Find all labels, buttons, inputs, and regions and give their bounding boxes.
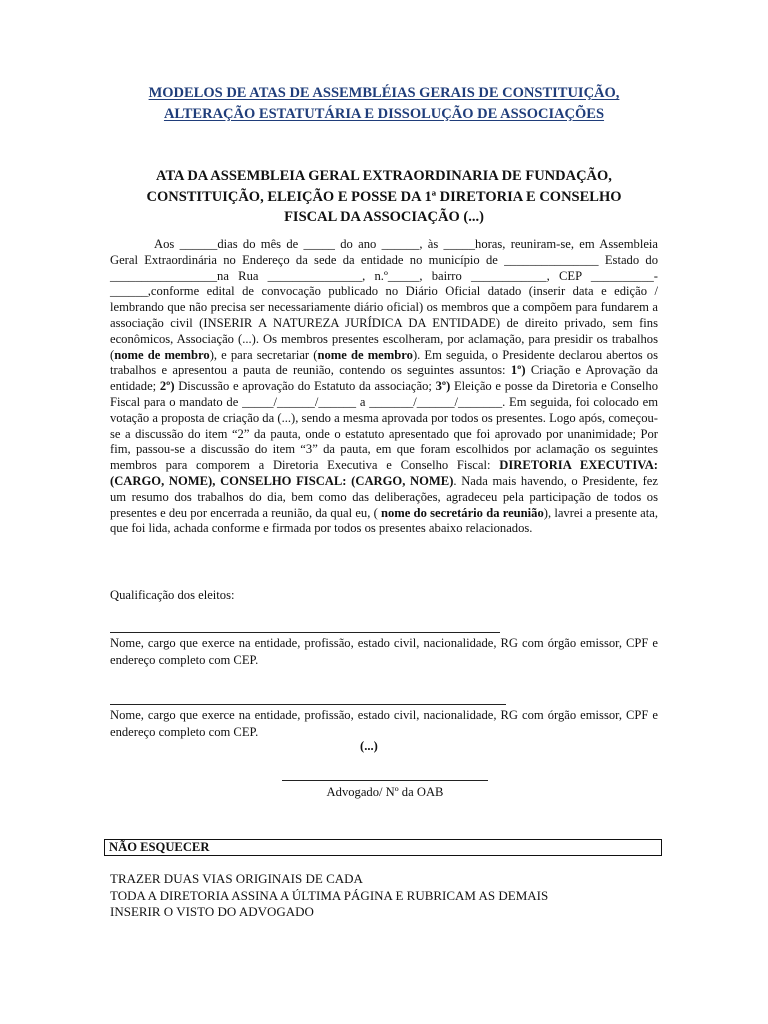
body-part-3: ). Em seguida, o Presidente declarou abertos os trabalhos e apresentou a pauta de reunião, contendo os seguintes assuntos: — [110, 347, 658, 378]
reminder-item: TODA A DIRETORIA ASSINA A ÚLTIMA PÁGINA E RUBRICAM AS DEMAIS — [110, 887, 549, 903]
body-bold-6: DIRETORIA EXECUTIVA: (CARGO, NOME), CONSELHO FISCAL: (CARGO, NOME) — [110, 458, 658, 488]
body-part-4: Criação e Aprovação da entidade; — [110, 363, 658, 394]
elected-signature-line-2 — [110, 704, 506, 705]
minutes-title-line-2: CONSTITUIÇÃO, ELEIÇÃO E POSSE DA 1ª DIRETORIA E CONSELHO — [146, 188, 622, 205]
body-part-5: Discussão e aprovação do Estatuto da associação; — [174, 379, 436, 394]
minutes-body — [110, 237, 658, 537]
notice-title: NÃO ESQUECER — [109, 840, 210, 854]
reminder-list — [110, 871, 548, 921]
minutes-title-line-3: FISCAL DA ASSOCIAÇÃO (...) — [284, 209, 484, 225]
minutes-title — [80, 166, 688, 228]
elected-note-2: Nome, cargo que exerce na entidade, profissão, estado civil, nacionalidade, RG com órgão emissor, CPF e endereço completo com CEP. — [110, 708, 658, 739]
header-line-1: MODELOS DE ATAS DE ASSEMBLÉIAS GERAIS DE CONSTITUIÇÃO, — [148, 85, 620, 101]
body-bold-4: 2º) — [159, 379, 175, 394]
body-part-8: ), lavrei a presente ata, que foi lida, achada conforme e firmada por todos os presentes abaixo relacionados. — [110, 505, 658, 536]
body-bold-2: nome de membro — [317, 347, 413, 362]
reminder-item: INSERIR O VISTO DO ADVOGADO — [110, 904, 314, 919]
notice-box — [104, 839, 662, 856]
reminder-item: TRAZER DUAS VIAS ORIGINAIS DE CADA — [110, 871, 363, 886]
lawyer-label: Advogado/ Nº da OAB — [326, 785, 444, 799]
document-header — [60, 83, 708, 125]
body-bold-3: 1º) — [510, 363, 526, 378]
continuation-ellipsis: (...) — [360, 739, 378, 753]
body-bold-7: nome do secretário da reunião — [380, 505, 544, 520]
body-part-1: Aos ______dias do mês de _____ do ano ______, às _____horas, reuniram-se, em Assembleia Geral Extraordinária no Endereço da sede da entidade no município de _______________ Estado do _________________na Rua _______________, n.º_____, bairro ____________, CEP __________-______,conforme edital de convocação publicado no Diário Oficial datado (inserir data e edição / lembrando que não precisa ser necessariamente diário oficial) os membros que a compõem para fundarem a associação civil (INSERIR A NATUREZA JURÍDICA DA ENTIDADE) de direito privado, sem fins econômicos, Associação (...). Os membros presentes escolheram, por aclamação, para presidir os trabalhos ( — [110, 237, 658, 362]
minutes-title-line-1: ATA DA ASSEMBLEIA GERAL EXTRAORDINARIA DE FUNDAÇÃO, — [156, 168, 612, 184]
body-part-6: Eleição e posse da Diretoria e Conselho Fiscal para o mandato de _____/______/______ a _______/______/_______. Em seguida, foi colocado em votação a proposta de criação da (...), sendo a mesma aprovada por todos os presentes. Logo após, começou-se a discussão do item “2” da pauta, onde o estatuto apresentado que foi aprovado por unanimidade; Por fim, passou-se a discussão do item “3” da pauta, em que foram escolhidos por aclamação os seguintes membros para comporem a Diretoria Executiva e Conselho Fiscal: — [110, 379, 658, 473]
header-line-2: ALTERAÇÃO ESTATUTÁRIA E DISSOLUÇÃO DE ASSOCIAÇÕES — [163, 106, 605, 122]
elected-note-1: Nome, cargo que exerce na entidade, profissão, estado civil, nacionalidade, RG com órgão emissor, CPF e endereço completo com CEP. — [110, 636, 658, 667]
lawyer-signature-line — [282, 780, 488, 781]
body-bold-1: nome de membro — [114, 347, 210, 362]
body-part-2: ), e para secretariar ( — [209, 347, 318, 362]
elected-signature-line-1 — [110, 632, 500, 633]
body-part-7: . Nada mais havendo, o Presidente, fez um resumo dos trabalhos do dia, bem como das deliberações, agradeceu pela participação de todos os presentes e deu por encerrada a reunião, da qual eu, ( — [110, 473, 658, 520]
body-bold-5: 3º) — [435, 379, 451, 394]
qualification-label: Qualificação dos eleitos: — [110, 588, 235, 602]
